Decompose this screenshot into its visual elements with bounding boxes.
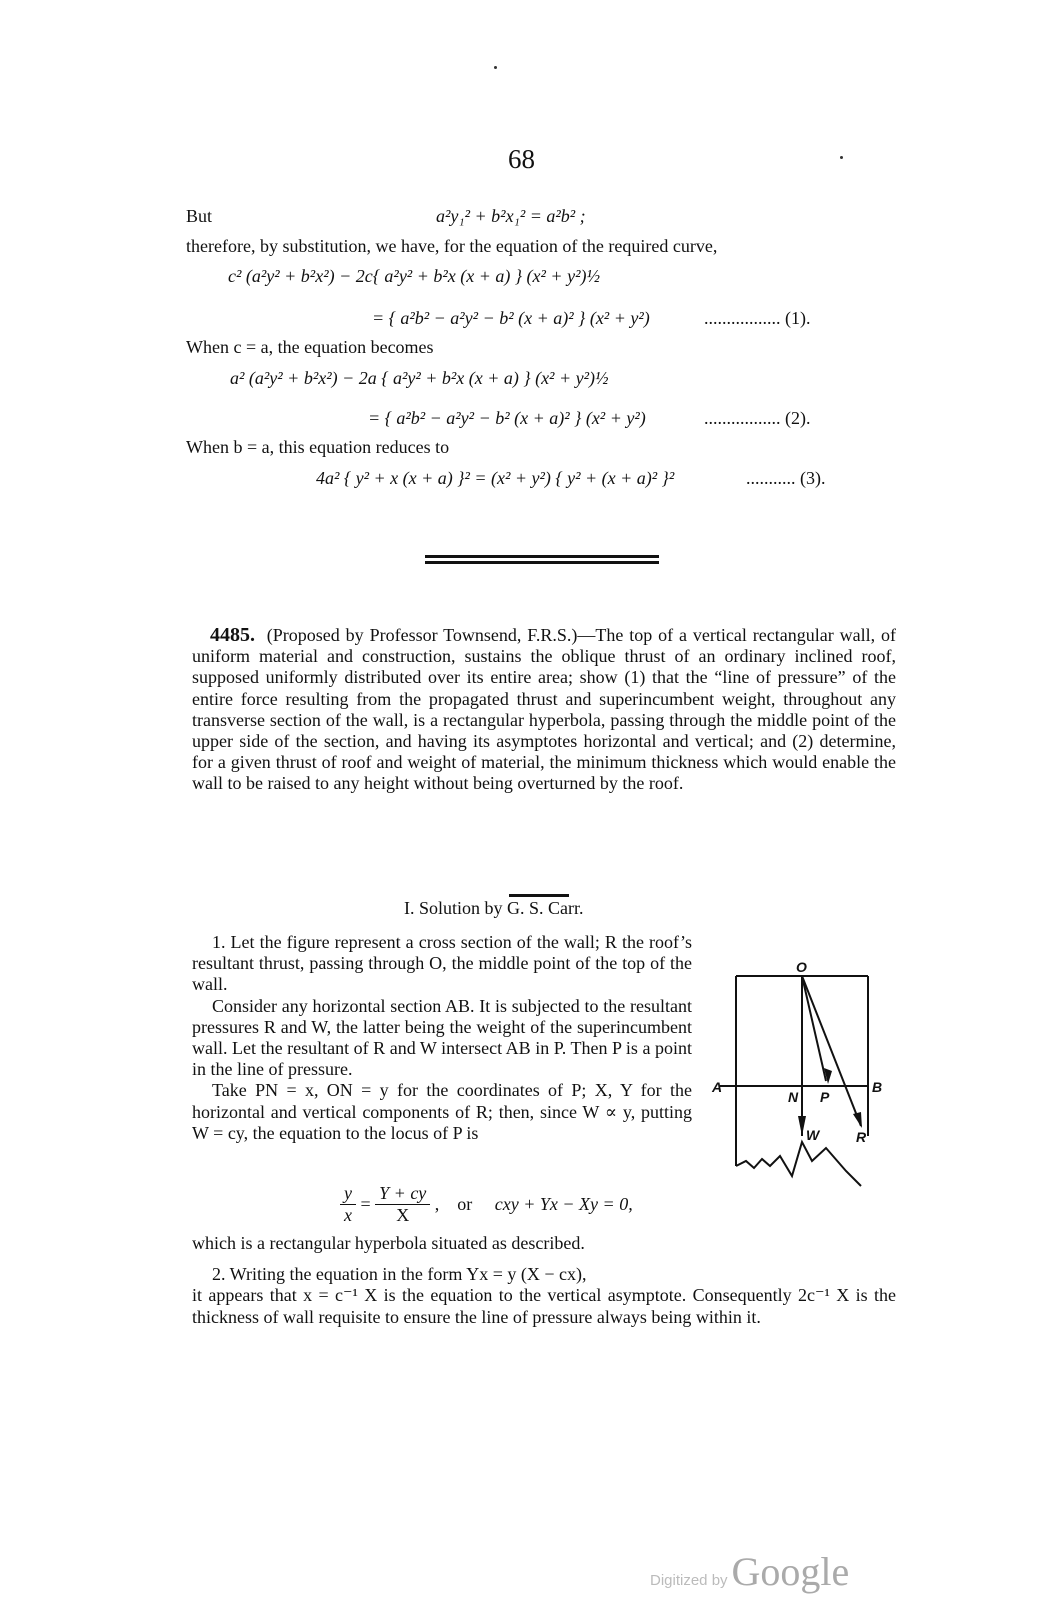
when-c-line: When c = a, the equation becomes	[186, 337, 434, 357]
frac-den-right: X	[396, 1205, 410, 1225]
equation-2-tag: ................. (2).	[704, 408, 811, 428]
solution-para-4: which is a rectangular hyperbola situated as described.	[192, 1233, 585, 1253]
equation-3-tag: ........... (3).	[746, 468, 826, 488]
arrow-r	[853, 1112, 862, 1128]
speck	[494, 66, 497, 69]
label-w: W	[806, 1127, 820, 1143]
therefore-line: therefore, by substitution, we have, for the equation of the required curve,	[186, 236, 718, 256]
solution-para-5: 2. Writing the equation in the form Yx = y (X − cx),	[212, 1264, 587, 1285]
locus-equation: $\frac{y}{x}$ = $\frac{Y + cy}{X}$ , or cxy + Yx − Xy = 0,	[340, 1183, 633, 1226]
label-p: P	[820, 1089, 830, 1105]
frac-den-left: x	[344, 1205, 352, 1225]
equation-2b: = { a²b² − a²y² − b² (x + a)² } (x² + y²)	[368, 408, 646, 428]
but-label: But	[186, 206, 213, 226]
solution-para-1: 1. Let the figure represent a cross section of the wall; R the roof’s resultant thrust, passing through O, the middle point of the top of the wall.	[192, 932, 692, 995]
line-or	[802, 976, 861, 1126]
frac-num-right: Y + cy	[375, 1183, 430, 1205]
problem-text: (Proposed by Professor Townsend, F.R.S.)—The top of a vertical rectangular wall, of uniform material and construction, sustains the oblique thrust of an ordinary inclined roof, supposed uniformly distributed over its entire area; show (1) that the “line of pressure” of the entire force resulting from the propagated thrust and superincumbent weight, throughout any transverse section of the wall, is a rectangular hyperbola, passing through the middle point of the upper side of the section, and having its asymptotes horizontal and vertical; and (2) determine, for a given thrust of roof and weight of material, the minimum thickness which would enable the wall to be raised to any height without being overturned by the roof.	[192, 625, 896, 794]
solution-para-3: Take PN = x, ON = y for the coordinates of P; X, Y for the horizontal and vertical components of R; then, since W ∝ y, putting W = cy, the equation to the locus of P is	[192, 1080, 692, 1143]
google-logo: Google	[731, 1549, 850, 1594]
when-b-line: When b = a, this equation reduces to	[186, 437, 450, 457]
solution-body-bottom	[192, 1233, 896, 1328]
section-rule-bottom	[425, 561, 659, 564]
label-o: O	[796, 959, 807, 975]
solution-heading: I. Solution by G. S. Carr.	[404, 898, 584, 918]
google-watermark	[650, 1548, 849, 1595]
label-a: A	[712, 1079, 723, 1095]
broken-bottom	[736, 1142, 861, 1186]
arrow-w	[798, 1116, 806, 1136]
equation-2a: a² (a²y² + b²x²) − 2a { a²y² + b²x (x + a) } (x² + y²)½	[230, 368, 609, 388]
solution-para-2: Consider any horizontal section AB. It is subjected to the resultant pressures R and W, the latter being the weight of the superincumbent wall. Let the resultant of R and W intersect AB in P. Then P is a point in the line of pressure.	[192, 995, 692, 1080]
label-b: B	[872, 1079, 883, 1095]
short-rule	[509, 894, 569, 897]
solution-body-top	[192, 932, 692, 1144]
frac-num-left: y	[340, 1183, 356, 1205]
alt-equation: cxy + Yx − Xy = 0,	[494, 1194, 633, 1214]
problem-statement	[192, 625, 896, 795]
wall-cross-section-figure	[712, 959, 883, 1181]
label-r: R	[856, 1129, 867, 1145]
label-n: N	[788, 1089, 799, 1105]
or-word: or	[457, 1194, 473, 1214]
page-number: 68	[508, 144, 535, 174]
figure-svg	[712, 959, 883, 1176]
speck	[840, 156, 843, 159]
equation-3: 4a² { y² + x (x + a) }² = (x² + y²) { y² + (x + a)² }²	[316, 468, 675, 488]
equation-1b: = { a²b² − a²y² − b² (x + a)² } (x² + y²)	[372, 308, 650, 328]
section-rule-top	[425, 555, 659, 558]
digitized-by: Digitized by	[650, 1572, 728, 1589]
problem-number: 4485.	[210, 624, 255, 646]
solution-para-6: it appears that x = c⁻¹ X is the equation to the vertical asymptote. Consequently 2c⁻¹ X is the thickness of wall requisite to ensure the line of pressure always being within it.	[192, 1285, 896, 1327]
equation-1-tag: ................. (1).	[704, 308, 811, 328]
equation-but: a²y₁² + b²x₁² = a²b² ;	[436, 206, 586, 226]
equation-1a: c² (a²y² + b²x²) − 2c{ a²y² + b²x (x + a) } (x² + y²)½	[228, 266, 600, 286]
